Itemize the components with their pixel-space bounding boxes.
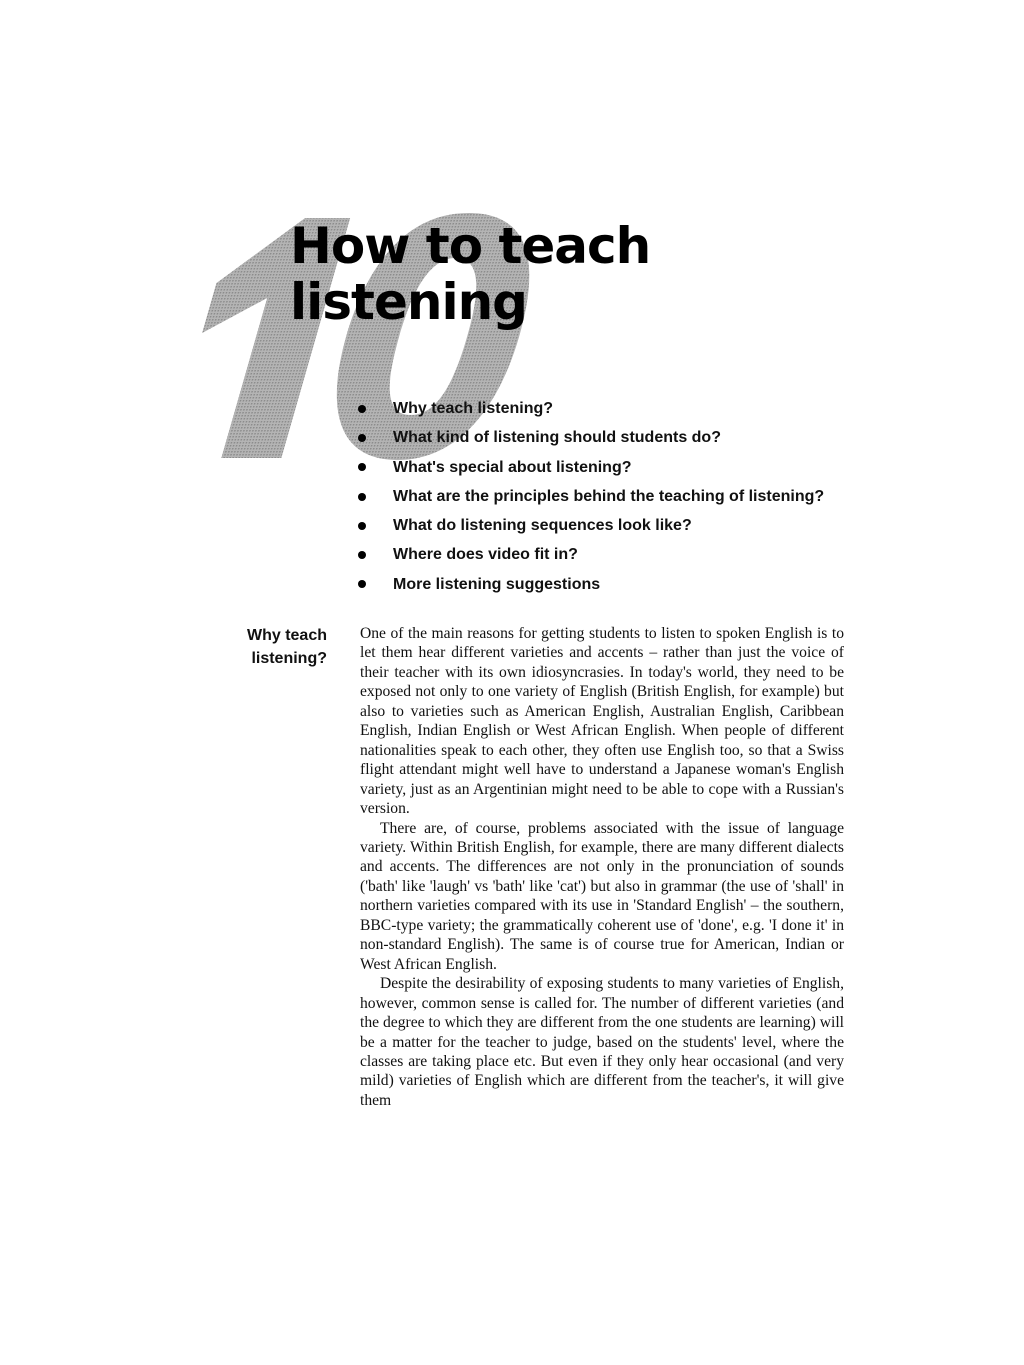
- chapter-title-line-1: How to teach: [290, 217, 651, 275]
- topic-label: What kind of listening should students do?: [393, 429, 721, 447]
- bullet-icon: [358, 551, 366, 559]
- bullet-icon: [358, 434, 366, 442]
- bullet-icon: [358, 463, 366, 471]
- topic-item: [358, 482, 824, 511]
- topic-label: What's special about listening?: [393, 458, 632, 476]
- bullet-icon: [358, 405, 366, 413]
- topic-label: What are the principles behind the teaching of listening?: [393, 487, 825, 505]
- section-heading-line-2: listening?: [251, 650, 327, 667]
- chapter-title-line-2: listening: [290, 273, 527, 331]
- topic-label: More listening suggestions: [393, 575, 601, 593]
- topic-label: What do listening sequences look like?: [393, 517, 692, 535]
- bullet-icon: [358, 493, 366, 501]
- body-paragraph: One of the main reasons for getting students to listen to spoken English is to let them hear different varieties and accents – rather than just the voice of their teacher with its own idiosyncrasies. In today's world, they need to be exposed not only to one variety of English (British English, for example) but also to varieties such as American English, Australian English, Caribbean English, Indian English or West African English. When people of different nationalities speak to each other, they often use English too, so that a Swiss flight attendant might well have to understand a Japanese woman's English variety, just as an Argentinian might need to be able to cope with a Russian's version.: [360, 625, 844, 818]
- topic-item: [358, 570, 824, 599]
- topic-item: [358, 511, 824, 540]
- topic-item: [358, 453, 824, 482]
- body-paragraph: There are, of course, problems associated with the issue of language variety. Within British English, for example, there are many different dialects and accents. The differences are not only in the pronunciation of sounds ('bath' like 'laugh' vs 'bath' like 'cat') but also in grammar (the use of 'shall' in northern varieties compared with its use in 'Standard English' – the southern, BBC-type variety; the grammatically coherent use of 'done', e.g. 'I done it' in non-standard English). The same is of course true for American, Indian or West African English.: [360, 819, 844, 973]
- topic-label: Why teach listening?: [393, 400, 554, 417]
- chapter-topics-list: [358, 394, 824, 599]
- body-paragraph: Despite the desirability of exposing students to many varieties of English, however, common sense is called for. The number of different varieties (and the degree to which they are different from the one students are learning) will be a matter for the teacher to judge, based on the students' level, where the classes are taking place etc. But even if they only hear occasional (and very mild) varieties of English which are different from the teacher's, it will give them: [360, 975, 844, 1109]
- topic-item: [358, 394, 824, 423]
- bullet-icon: [358, 580, 366, 588]
- topic-label: Where does video fit in?: [393, 546, 578, 564]
- bullet-icon: [358, 522, 366, 530]
- section-heading-line-1: Why teach: [246, 627, 327, 644]
- topic-item: [358, 423, 824, 452]
- section-heading: [200, 624, 327, 670]
- topic-item: [358, 540, 824, 569]
- section-body: [360, 624, 844, 1110]
- chapter-title: [290, 218, 650, 330]
